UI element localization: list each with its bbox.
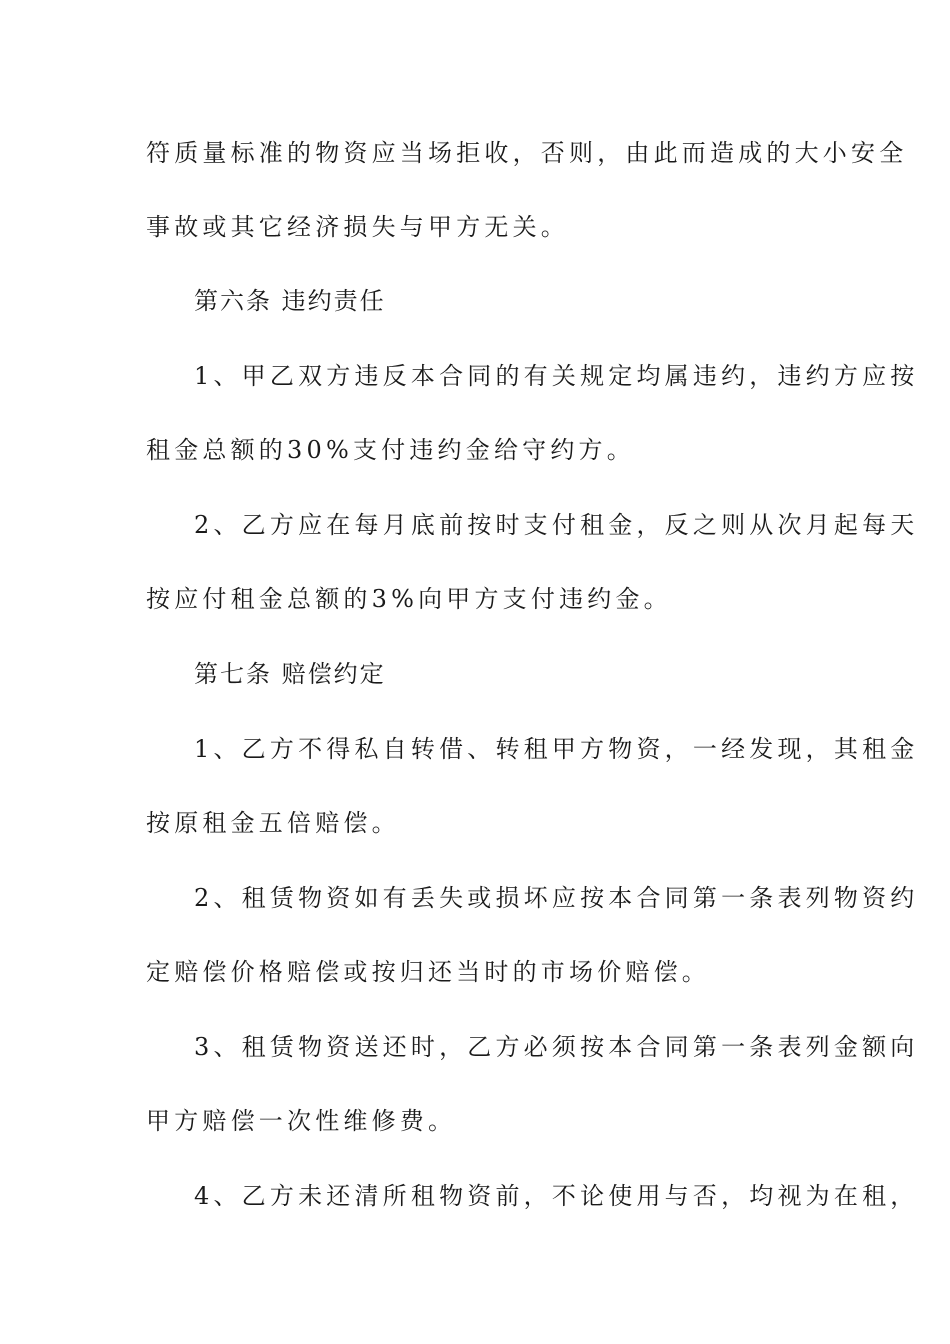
text-line-4: 1、甲乙双方违反本合同的有关规定均属违约，违约方应按 (194, 362, 919, 390)
section-heading-article-6: 第六条 违约责任 (194, 287, 386, 315)
text-line-15: 4、乙方未还清所租物资前，不论使用与否，均视为在租， (194, 1182, 919, 1210)
text-line-1: 符质量标准的物资应当场拒收，否则，由此而造成的大小安全 (146, 139, 908, 167)
text-line-12: 定赔偿价格赔偿或按归还当时的市场价赔偿。 (146, 958, 710, 986)
text-line-7: 按应付租金总额的3%向甲方支付违约金。 (146, 585, 672, 613)
text-line-14: 甲方赔偿一次性维修费。 (146, 1107, 457, 1135)
text-line-11: 2、租赁物资如有丢失或损坏应按本合同第一条表列物资约 (194, 884, 919, 912)
text-line-13: 3、租赁物资送还时，乙方必须按本合同第一条表列金额向 (194, 1033, 919, 1061)
text-line-2: 事故或其它经济损失与甲方无关。 (146, 213, 569, 241)
text-line-5: 租金总额的30%支付违约金给守约方。 (146, 436, 635, 464)
text-line-10: 按原租金五倍赔偿。 (146, 809, 400, 837)
text-line-6: 2、乙方应在每月底前按时支付租金，反之则从次月起每天 (194, 511, 919, 539)
text-line-9: 1、乙方不得私自转借、转租甲方物资，一经发现，其租金 (194, 735, 919, 763)
section-heading-article-7: 第七条 赔偿约定 (194, 660, 386, 688)
